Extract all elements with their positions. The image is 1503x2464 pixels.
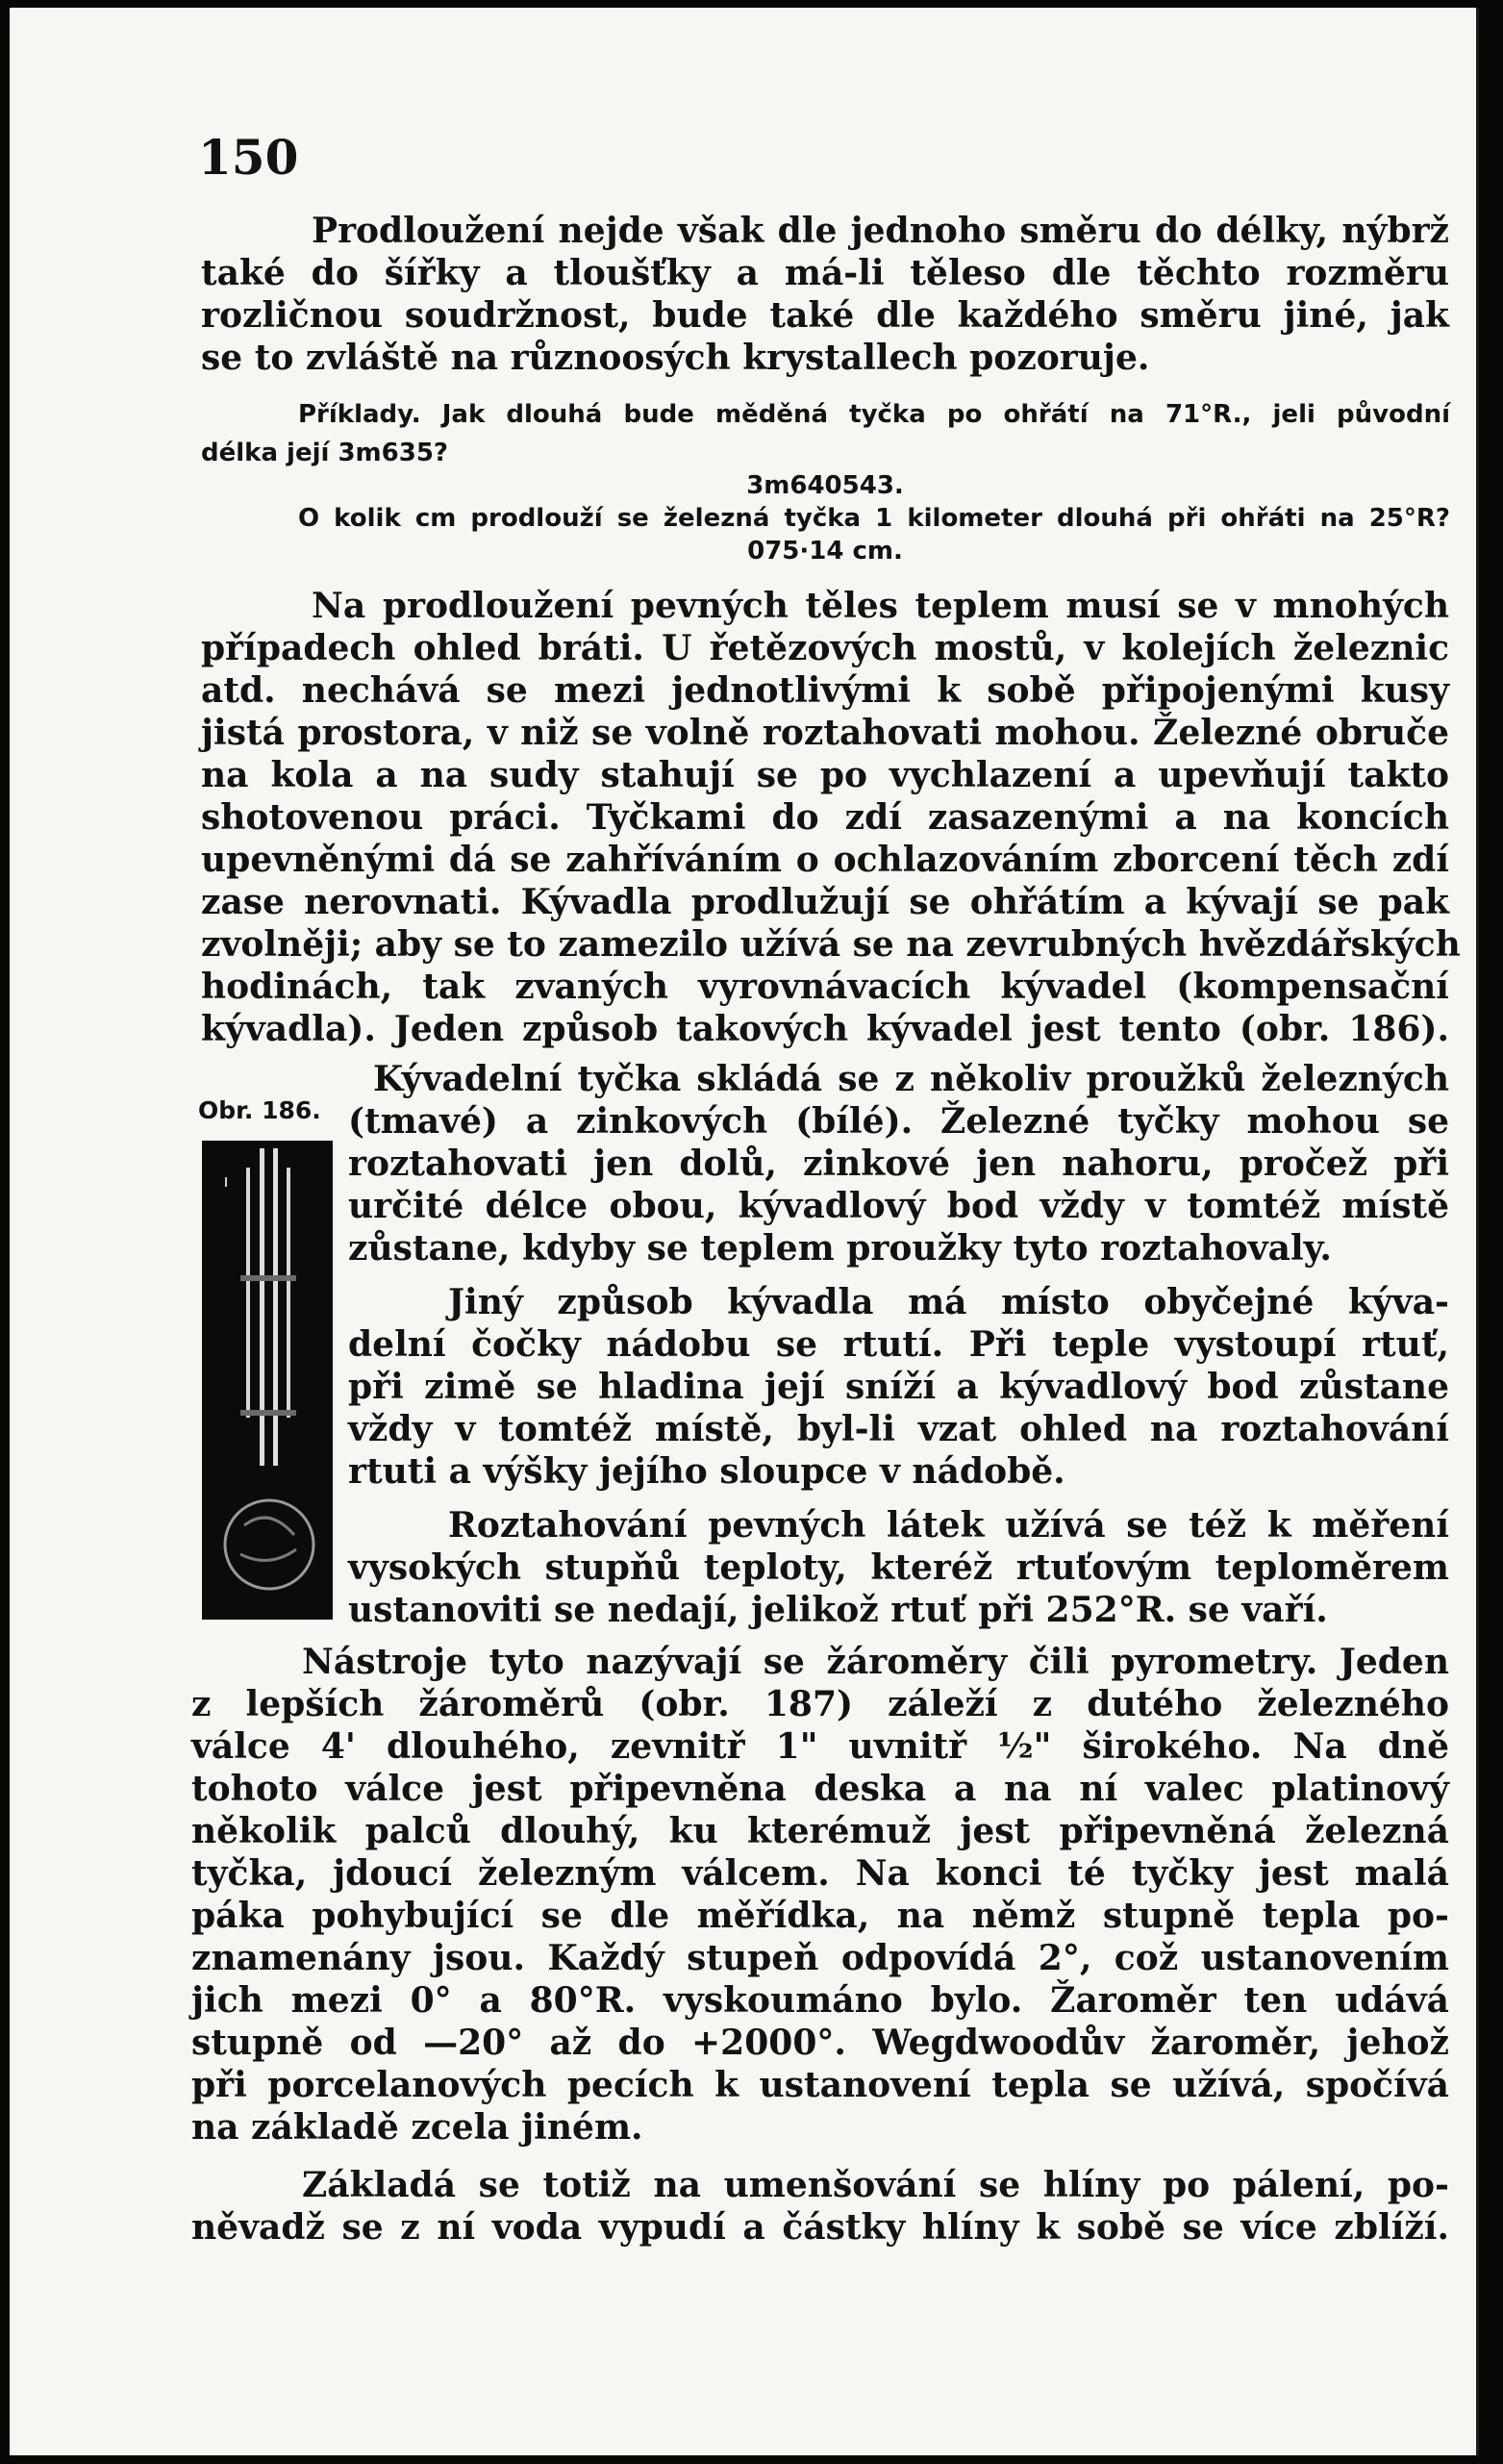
paragraph-2-line: shotovenou práci. Tyčkami do zdí zasazenými a na koncích: [201, 797, 1449, 838]
example-answer: 075·14 cm.: [747, 537, 903, 566]
paragraph-6-line: stupně od —20° až do +2000°. Wegdwoodův žaroměr, jehož: [191, 2023, 1449, 2063]
paragraph-2-line: hodinách, tak zvaných vyrovnávacích kývadel (kompensační: [201, 967, 1449, 1007]
paragraph-6-line: znamenány jsou. Každý stupeň odpovídá 2°, což ustanovením: [191, 1938, 1449, 1978]
figure-label: Obr. 186.: [198, 1096, 321, 1124]
paragraph-6-line: tohoto válce jest připevněna deska a na ní valec platinový: [191, 1769, 1449, 1809]
paragraph-2-line: zvolněji; aby se to zamezilo užívá se na zevrubných hvězdářských: [201, 924, 1461, 965]
zinc-rod: [246, 1168, 250, 1418]
example-answer: 3m640543.: [746, 471, 904, 500]
paragraph-4-line: při zimě se hladina její sníží a kývadlový bod zůstane: [348, 1367, 1449, 1407]
paragraph-2-line: jistá prostora, v niž se volně roztahovati mohou. Železné obruče: [201, 713, 1449, 753]
paragraph-1-line: také do šířky a tloušťky a má-li těleso dle těchto rozměru: [201, 253, 1449, 293]
paragraph-4-line: Jiný způsob kývadla má místo obyčejné kýva-: [448, 1282, 1449, 1322]
paragraph-2-line: na kola a na sudy stahují se po vychlazení a upevňují takto: [201, 755, 1449, 795]
paragraph-3-line: roztahovati jen dolů, zinkové jen nahoru, pročež při: [348, 1144, 1449, 1184]
book-page: [10, 8, 1479, 2455]
paragraph-3-line: zůstane, kdyby se teplem proužky tyto roztahovaly.: [348, 1228, 1332, 1269]
zinc-rod: [260, 1148, 264, 1466]
zinc-rod: [287, 1168, 290, 1418]
paragraph-6-line: válce 4' dlouhého, zevnitř 1" uvnitř ½" širokého. Na dně: [191, 1726, 1449, 1767]
paragraph-2-line: kývadla). Jeden způsob takových kývadel jest tento (obr. 186).: [201, 1009, 1449, 1049]
paragraph-6-line: na základě zcela jiném.: [191, 2107, 643, 2148]
example-line: délka její 3m635?: [201, 439, 449, 467]
paragraph-4-line: vždy v tomtéž místě, byl-li vzat ohled na roztahování: [348, 1409, 1449, 1449]
paragraph-2-line: Na prodloužení pevných těles teplem musí se v mnohých: [312, 586, 1449, 626]
paragraph-1-line: Prodloužení nejde však dle jednoho směru do délky, nýbrž: [312, 211, 1449, 251]
paragraph-7-line: něvadž se z ní voda vypudí a částky hlíny k sobě se více zblíží.: [191, 2207, 1449, 2248]
paragraph-2-line: atd. nechává se mezi jednotlivými k sobě připojenými kusy: [201, 670, 1449, 711]
paragraph-6-line: při porcelanových pecích k ustanovení tepla se užívá, spočívá: [191, 2065, 1449, 2105]
zinc-rod: [273, 1148, 278, 1466]
paragraph-2-line: upevněnými dá se zahříváním o ochlazováním zborcení těch zdí: [201, 840, 1449, 880]
paragraph-1-line: rozličnou soudržnost, bude také dle každého směru jiné, jak: [201, 295, 1449, 336]
example-line: O kolik cm prodlouží se železná tyčka 1 kilometer dlouhá při ohřáti na 25°R?: [298, 504, 1450, 533]
figure-186-pendulum-illustration: [202, 1141, 333, 1620]
paragraph-2-line: zase nerovnati. Kývadla prodlužují se ohřátím a kývají se pak: [201, 882, 1449, 922]
example-line: Příklady. Jak dlouhá bude měděná tyčka po ohřátí na 71°R., jeli původní: [298, 400, 1450, 429]
paragraph-1-line: se to zvláště na různoosých krystallech pozoruje.: [201, 338, 1150, 378]
paragraph-6-line: Nástroje tyto nazývají se žároměry čili pyrometry. Jeden: [302, 1642, 1449, 1682]
paragraph-6-line: tyčka, jdoucí železným válcem. Na konci té tyčky jest malá: [191, 1853, 1449, 1894]
paragraph-5-line: ustanoviti se nedají, jelikož rtuť při 252°R. se vaří.: [348, 1590, 1328, 1630]
paragraph-2-line: případech ohled bráti. U řetězových mostů, v kolejích železnic: [201, 628, 1449, 668]
paragraph-4-line: delní čočky nádobu se rtutí. Při teple vystoupí rtuť,: [348, 1324, 1449, 1365]
paragraph-7-line: Základá se totiž na umenšování se hlíny po pálení, po-: [302, 2165, 1449, 2205]
paragraph-6-line: několik palců dlouhý, ku kterémuž jest připevněná železná: [191, 1811, 1449, 1851]
paragraph-3-line: Kývadelní tyčka skládá se z několiv proužků železných: [373, 1059, 1449, 1099]
paragraph-6-line: jich mezi 0° a 80°R. vyskoumáno bylo. Žaroměr ten udává: [191, 1980, 1449, 2021]
page-number: 150: [198, 129, 299, 186]
paragraph-6-line: páka pohybující se dle měřídka, na němž stupně tepla po-: [191, 1896, 1449, 1936]
paragraph-5-line: Roztahování pevných látek užívá se též k měření: [448, 1505, 1449, 1546]
paragraph-3-line: určité délce obou, kývadlový bod vždy v tomtéž místě: [348, 1186, 1449, 1226]
paragraph-4-line: rtuti a výšky jejího sloupce v nádobě.: [348, 1451, 1065, 1492]
paragraph-3-line: (tmavé) a zinkových (bílé). Železné tyčky mohou se: [348, 1101, 1449, 1142]
paragraph-5-line: vysokých stupňů teploty, kteréž rtuťovým teploměrem: [348, 1547, 1449, 1588]
paragraph-6-line: z lepších žároměrů (obr. 187) záleží z dutého železného: [191, 1684, 1449, 1724]
